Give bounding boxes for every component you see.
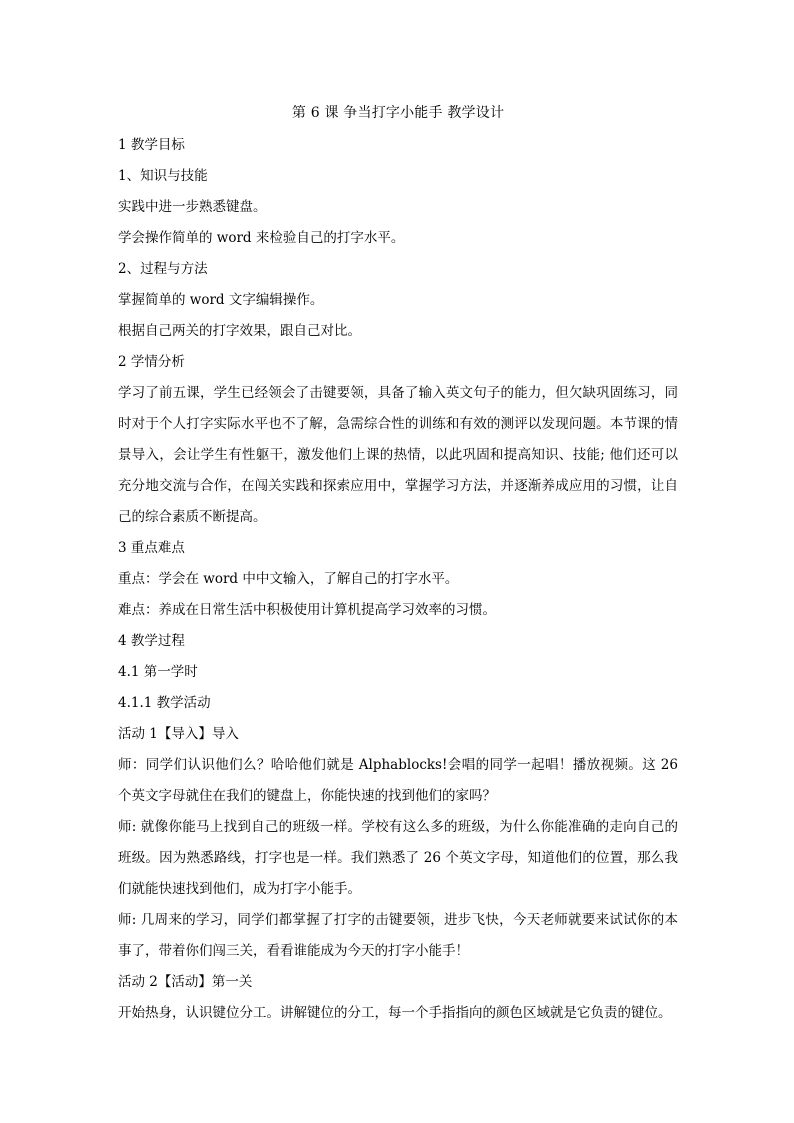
- subheading-teaching-activities: 4.1.1 教学活动: [118, 695, 211, 711]
- section-heading-teaching-process: 4 教学过程: [118, 633, 185, 649]
- paragraph: 师：同学们认识他们么？哈哈他们就是 Alphablocks!会唱的同学一起唱！播放视频。这 26 个英文字母就住在我们的键盘上，你能快速的找到他们的家吗？: [118, 757, 678, 804]
- document-page: [118, 100, 678, 1029]
- paragraph: 难点：养成在日常生活中积极使用计算机提高学习效率的习惯。: [118, 602, 496, 618]
- subheading-first-period: 4.1 第一学时: [118, 664, 198, 680]
- subheading-process-methods: 2、过程与方法: [118, 261, 208, 277]
- paragraph: 师: 几周来的学习，同学们都掌握了打字的击键要领，进步飞快，今天老师就要来试试你的本事了，带着你们闯三关，看看谁能成为今天的打字小能手！: [118, 912, 678, 959]
- section-heading-learner-analysis: 2 学情分析: [118, 354, 185, 370]
- paragraph: 学习了前五课，学生已经领会了击键要领，具备了输入英文句子的能力，但欠缺巩固练习，同时对于个人打字实际水平也不了解，急需综合性的训练和有效的测评以发现问题。本节课的情景导入，会让学生有性躯干，激发他们上课的热情，以此巩固和提高知识、技能; 他们还可以充分地交流与合作，在闯关实践和探索应用中，掌握学习方法，并逐渐养成应用的习惯，让自己的综合素质不断提高。: [118, 385, 678, 525]
- activity-heading-1: 活动 1【导入】导入: [118, 726, 239, 742]
- section-heading-key-difficulties: 3 重点难点: [118, 540, 185, 556]
- paragraph: 根据自己两关的打字效果，跟自己对比。: [118, 323, 361, 339]
- paragraph: 掌握简单的 word 文字编辑操作。: [118, 292, 324, 308]
- subheading-knowledge-skills: 1、知识与技能: [118, 168, 208, 184]
- activity-heading-2: 活动 2【活动】第一关: [118, 974, 253, 990]
- paragraph: 学会操作简单的 word 来检验自己的打字水平。: [118, 230, 405, 246]
- paragraph: 开始热身，认识键位分工。讲解键位的分工，每一个手指指向的颜色区域就是它负责的键位。: [118, 1005, 672, 1021]
- document-title: 第 6 课 争当打字小能手 教学设计: [291, 105, 505, 121]
- paragraph: 师: 就像你能马上找到自己的班级一样。学校有这么多的班级，为什么你能准确的走向自己的班级。因为熟悉路线，打字也是一样。我们熟悉了 26 个英文字母，知道他们的位置，那么我们就能快速找到他们，成为打字小能手。: [118, 819, 678, 897]
- paragraph: 重点：学会在 word 中中文输入，了解自己的打字水平。: [118, 571, 459, 587]
- section-heading-teaching-goals: 1 教学目标: [118, 137, 185, 153]
- paragraph: 实践中进一步熟悉键盘。: [118, 199, 267, 215]
